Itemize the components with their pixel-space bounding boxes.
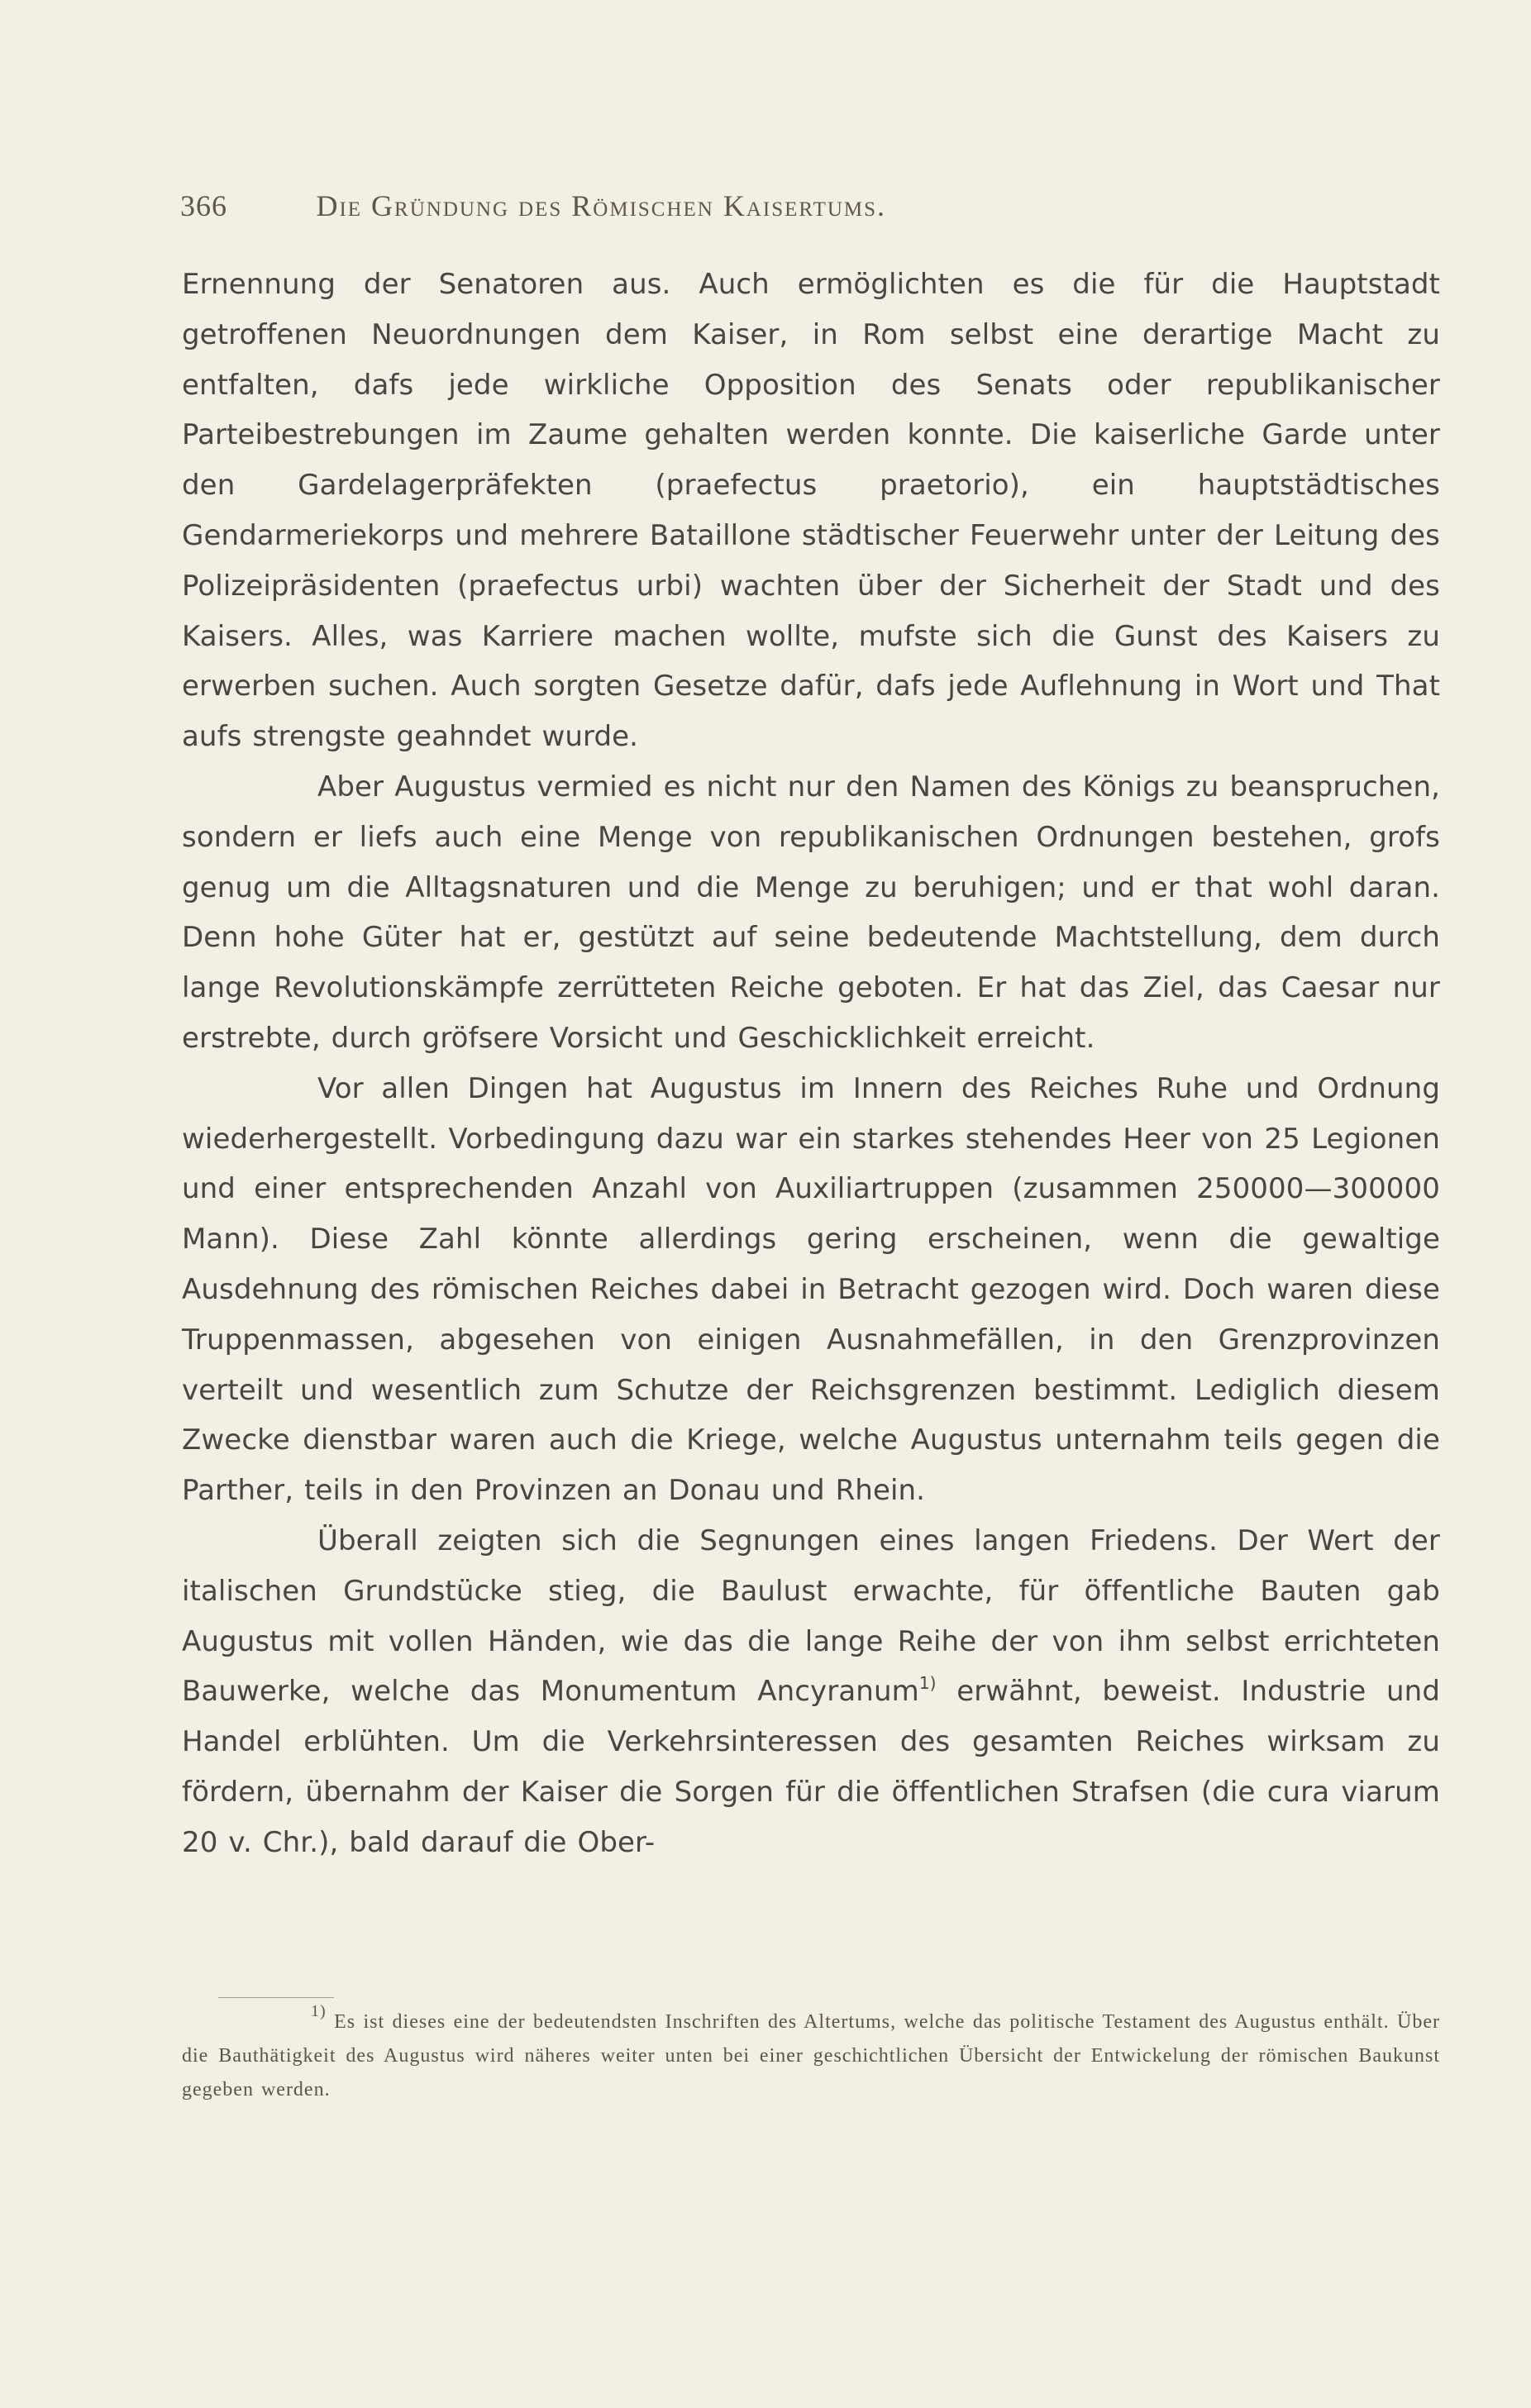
paragraph bbox=[182, 1516, 1440, 1868]
running-head bbox=[180, 188, 1470, 241]
footnote bbox=[182, 2002, 1441, 2107]
page-number: 366 bbox=[180, 189, 227, 222]
paragraph: Vor allen Dingen hat Augustus im Innern des Reiches Ruhe und Ordnung wiederhergestellt. Vorbedingung dazu war ein starkes stehendes Heer von 25 Legionen und einer entsprechenden Anzahl von Auxiliartruppen (zusammen 250000—300000 Mann). Diese Zahl könnte allerdings gering erscheinen, wenn die gewaltige Ausdehnung des römischen Reiches dabei in Betracht gezogen wird. Doch waren diese Truppenmassen, abgesehen von einigen Ausnahmefällen, in den Grenzprovinzen verteilt und wesentlich zum Schutze der Reichsgrenzen bestimmt. Lediglich diesem Zwecke dienstbar waren auch die Kriege, welche Augustus unternahm teils gegen die Parther, teils in den Provinzen an Donau und Rhein. bbox=[182, 1071, 1440, 1508]
paragraph: Ernennung der Senatoren aus. Auch ermöglichten es die für die Hauptstadt getroffenen Neuordnungen dem Kaiser, in Rom selbst eine derartige Macht zu entfalten, dafs jede wirkliche Opposition des Senats oder republikanischer Parteibestrebungen im Zaume gehalten werden konnte. Die kaiserliche Garde unter den Gardelagerpräfekten (praefectus praetorio), ein hauptstädtisches Gendarmeriekorps und mehrere Bataillone städtischer Feuerwehr unter der Leitung des Polizeipräsidenten (praefectus urbi) wachten über der Sicherheit der Stadt und des Kaisers. Alles, was Karriere machen wollte, mufste sich die Gunst des Kaisers zu erwerben suchen. Auch sorgten Gesetze dafür, dafs jede Auflehnung in Wort und That aufs strengste geahndet wurde. bbox=[182, 268, 1440, 754]
paragraph: Aber Augustus vermied es nicht nur den Namen des Königs zu beanspruchen, sondern er liefs auch eine Menge von republikanischen Ordnungen bestehen, grofs genug um die Alltagsnaturen und die Menge zu beruhigen; und er that wohl daran. Denn hohe Güter hat er, gestützt auf seine bedeutende Machtstellung, dem durch lange Revolutionskämpfe zerrütteten Reiche geboten. Er hat das Ziel, das Caesar nur erstrebte, durch gröfsere Vorsicht und Geschicklichkeit erreicht. bbox=[182, 770, 1440, 1055]
footnotes bbox=[182, 2002, 1441, 2107]
footnote-text: Es ist dieses eine der bedeutendsten Inschriften des Altertums, welche das politische Testament des Augustus enthält. Über die Bauthätigkeit des Augustus wird näheres weiter unten bei einer geschichtlichen Übersicht der Entwickelung der römischen Baukunst gegeben werden. bbox=[182, 2011, 1441, 2100]
paragraph-text: Überall zeigten sich die Segnungen eines langen Friedens. Der Wert der italischen Grundstücke stieg, die Baulust erwachte, für öffentliche Bauten gab Augustus mit vollen Händen, wie das die lange Reihe der von ihm selbst errichteten Bauwerke, welche das Monumentum Ancyranum bbox=[182, 1523, 1440, 1709]
footnote-marker: 1) bbox=[311, 2002, 327, 2020]
paragraph-text: erwähnt, beweist. Industrie und Handel erblühten. Um die Verkehrsinteressen des gesamten Reiches wirksam zu fördern, übernahm der Kaiser die Sorgen für die öffentlichen Strafsen (die cura viarum 20 v. Chr.), bald darauf die Ober- bbox=[182, 1675, 1440, 1859]
body-text bbox=[182, 260, 1440, 1868]
chapter-title: Die Gründung des Römischen Kaisertums. bbox=[316, 189, 887, 222]
footnote-reference: 1) bbox=[918, 1673, 937, 1694]
footnote-divider bbox=[218, 1997, 334, 1998]
